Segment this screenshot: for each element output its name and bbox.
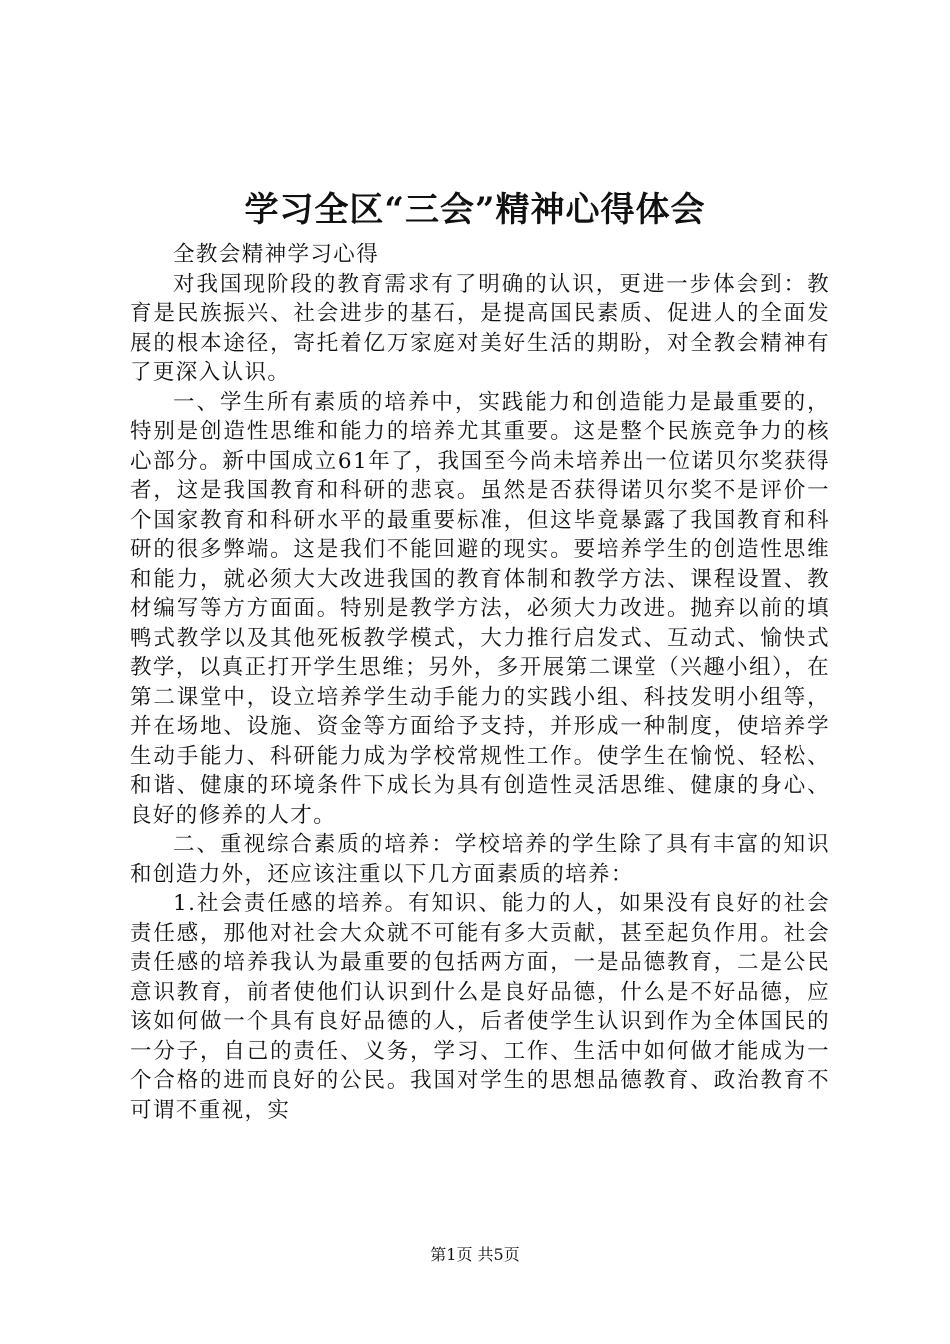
paragraph-section-2: 二、重视综合素质的培养：学校培养的学生除了具有丰富的知识和创造力外，还应该注重以下几方面素质的培养：: [130, 832, 830, 887]
paragraph-intro: 对我国现阶段的教育需求有了明确的认识，更进一步体会到：教育是民族振兴、社会进步的基石，是提高国民素质、促进人的全面发展的根本途径，寄托着亿万家庭对美好生活的期盼，对全教会精神有了更深入认识。: [130, 271, 830, 385]
document-title: 学习全区“三会”精神心得体会: [244, 190, 706, 230]
paragraph-item-1: 1.社会责任感的培养。有知识、能力的人，如果没有良好的社会责任感，那他对社会大众就不可能有多大贡献，甚至起负作用。社会责任感的培养我认为最重要的包括两方面，一是品德教育，二是公民意识教育，前者使他们认识到什么是良好品德，什么是不好品德，应该如何做一个具有良好品德的人，后者使学生认识到作为全体国民的一分子，自己的责任、义务，学习、工作、生活中如何做才能成为一个合格的进而良好的公民。我国对学生的思想品德教育、政治教育不可谓不重视，实: [130, 891, 830, 1123]
document-body: [130, 240, 830, 1125]
paragraph-subtitle: 全教会精神学习心得: [173, 242, 380, 267]
paragraph-section-1: 一、学生所有素质的培养中，实践能力和创造能力是最重要的，特别是创造性思维和能力的培养尤其重要。这是整个民族竞争力的核心部分。新中国成立61年了，我国至今尚未培养出一位诺贝尔奖获得者，这是我国教育和科研的悲哀。虽然是否获得诺贝尔奖不是评价一个国家教育和科研水平的最重要标准，但这毕竟暴露了我国教育和科研的很多弊端。这是我们不能回避的现实。要培养学生的创造性思维和能力，就必须大大改进我国的教育体制和教学方法、课程设置、教材编写等方方面面。特别是教学方法，必须大力改进。抛弃以前的填鸭式教学以及其他死板教学模式，大力推行启发式、互动式、愉快式教学，以真正打开学生思维；另外，多开展第二课堂（兴趣小组），在第二课堂中，设立培养学生动手能力的实践小组、科技发明小组等，并在场地、设施、资金等方面给予支持，并形成一种制度，使培养学生动手能力、科研能力成为学校常规性工作。使学生在愉悦、轻松、和谐、健康的环境条件下成长为具有创造性灵活思维、健康的身心、良好的修养的人才。: [130, 389, 830, 828]
page-footer: 第1页 共5页: [430, 1245, 520, 1264]
